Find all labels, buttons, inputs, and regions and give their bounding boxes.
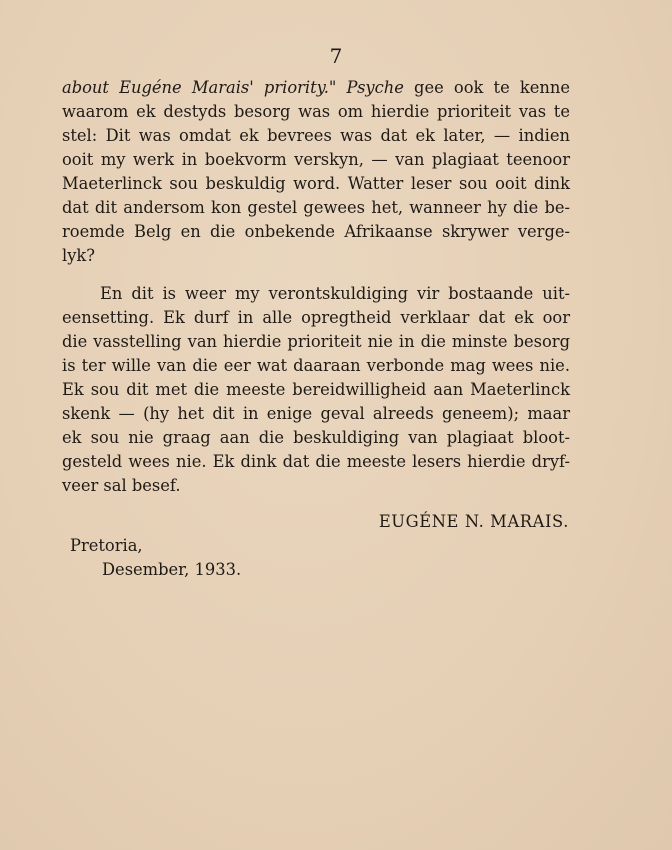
date-line: Desember, 1933.	[102, 560, 242, 579]
text-line: Maeterlinck sou beskuldig word. Watter leser sou ooit dink	[62, 174, 570, 193]
text-line: dat dit andersom kon gestel gewees het, wanneer hy die be-	[62, 198, 570, 217]
page-number: 7	[329, 44, 343, 68]
text-line-last: lyk?	[62, 246, 95, 265]
text-line: roemde Belg en die onbekende Afrikaanse skrywer verge-	[62, 222, 570, 241]
text-line-last: veer sal besef.	[62, 476, 181, 495]
text-line: Ek sou dit met die meeste bereidwilligheid aan Maeterlinck	[62, 380, 570, 399]
text-line: eensetting. Ek durf in alle opregtheid verklaar dat ek oor	[62, 308, 570, 327]
author-signature: EUGÉNE N. MARAIS.	[378, 512, 569, 531]
text-line: ooit my werk in boekvorm verskyn, — van plagiaat teenoor	[62, 150, 570, 169]
text-line-1	[62, 76, 570, 100]
paragraph-2-first-line: En dit is weer my verontskuldiging vir bostaande uit-	[100, 284, 570, 303]
text-line: gesteld wees nie. Ek dink dat die meeste lesers hierdie dryf-	[62, 452, 570, 471]
text-line: waarom ek destyds besorg was om hierdie prioriteit vas te	[62, 102, 570, 121]
text-line: die vasstelling van hierdie prioriteit nie in die minste besorg	[62, 332, 570, 351]
text-line: is ter wille van die eer wat daaraan verbonde mag wees nie.	[62, 356, 570, 375]
italic-quote: about Eugéne Marais' priority."	[62, 78, 337, 97]
italic-title: Psyche	[346, 78, 404, 97]
text-line: stel: Dit was omdat ek bevrees was dat ek later, — indien	[62, 126, 570, 145]
line-1-rest: gee ook te kenne	[414, 78, 570, 97]
place-line: Pretoria,	[70, 536, 143, 555]
text-line: skenk — (hy het dit in enige geval alreeds geneem); maar	[62, 404, 570, 423]
text-line: ek sou nie graag aan die beskuldiging van plagiaat bloot-	[62, 428, 570, 447]
